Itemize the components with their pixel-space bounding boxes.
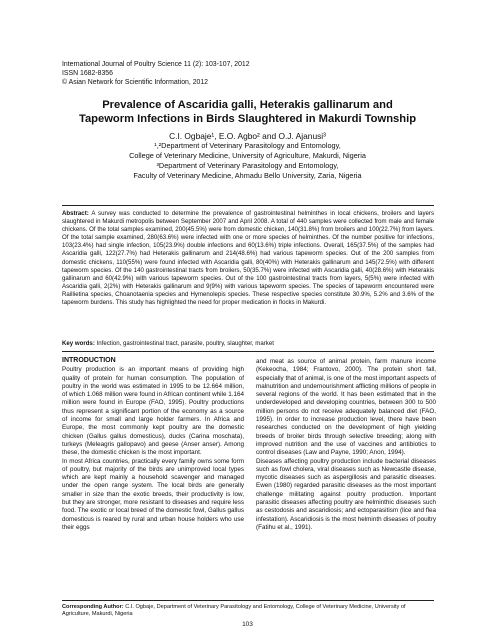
journal-citation: International Journal of Poultry Science 11 (2): 103-107, 2012 xyxy=(62,61,250,68)
journal-issn: ISSN 1682-8356 xyxy=(62,70,113,78)
abstract-top-rule xyxy=(62,205,434,206)
intro-paragraph-2: In most Africa countries, practically every family owns some form of poultry, but majority of the birds are unimproved local types which are kept mainly a household scavenger and managed under the open range system. The local birds are generally smaller in size than the exotic breeds, their productivity is low, but they are stronger, more resistant to diseases and require less food. The exotic or local breed of the domestic fowl, Gallus gallus domesticus is reared by rural and urban house holders who use their eggs xyxy=(62,457,244,531)
affiliation-line-4: Faculty of Veterinary Medicine, Ahmadu Bello University, Zaria, Nigeria xyxy=(133,171,362,181)
affiliations xyxy=(40,141,455,181)
affiliation-line-1: ¹,²Department of Veterinary Parasitology and Entomology, xyxy=(154,141,341,150)
right-column xyxy=(256,358,436,532)
abstract-label: Abstract: xyxy=(62,210,89,217)
affiliation-line-2: College of Veterinary Medicine, University of Agriculture, Makurdi, Nigeria xyxy=(129,151,366,161)
abstract-bottom-rule xyxy=(62,351,434,352)
introduction-heading: INTRODUCTION xyxy=(62,357,116,364)
keywords xyxy=(62,340,434,348)
abstract-text: A survey was conducted to determine the prevalence of gastrointestinal helminthes in local chickens, broilers and layers slaughtered in Makurdi metropolis between September 2007 and April 2008. A total of 440 samples were collected from male and female chickens. Of the total samples examined, 200(45.5%) were from domestic chicken, 140(31.8%) from broilers and 100(22.7%) from layers. Of the total sample examined, 280(63.6%) were infected with one or more species of helminthes. Of the number positive for infections, 103(23.4%) had single infection, 105(23.9%) double infections and 60(13.6%) triple infections. Overall, 165(37.5%) of the samples had Ascaridia galli, 122(27.7%) had Heterakis gallinarum and 214(48.6%) had various tapeworm species. Out of the 200 samples from domestic chickens, 110(55%) were found infected with Ascaridia galli, 80(40%) with Heterakis gallinarum and 145(72.5%) with different tapeworm species. Of the 140 gastrointestinal tracts from broilers, 50(35.7%) were infected with Ascaridia galli, 40(28.6%) with Heterakis gallinarum and 60(42.9%) with various tapeworm species. Out of the 100 gastrointestinal tracts from layers, 5(5%) were infected with Ascaridia galli, 2(2%) with Heterakis gallinarum and 9(9%) with various tapeworm species. The species of tapeworm encountered were Raillietina species, Choanotaenia species and Hymenolepis species. These respective species constitute 30.9%, 5.2% and 3.6% of the tapeworm burdens. This study has highlighted the need for proper medication in flocks in Makurdi. xyxy=(62,210,434,307)
page-number: 103 xyxy=(242,621,253,628)
keywords-text: Infection, gastrointestinal tract, parasite, poultry, slaughter, market xyxy=(96,340,274,347)
title-line-1: Prevalence of Ascaridia galli, Heterakis gallinarum and xyxy=(102,99,393,111)
corresponding-text: C.I. Ogbaje, Department of Veterinary Parasitology and Entomology, College of Veterinary Medicine, University of Agriculture, Makurdi, Nigeria xyxy=(62,604,406,618)
title-line-2: Tapeworm Infections in Birds Slaughtered in Makurdi Township xyxy=(78,112,417,125)
intro-paragraph-1: Poultry production is an important means of providing high quality of protein for human consumption. The population of poultry in the world was estimated in 1995 to be 12.664 million, of which 1.068 million were found in African continent while 1.164 million were found in Europe (FAO, 1995). Poultry productions thus represent a significant portion of the economy as a source of income for small and large holder farmers. In Africa and Europe, the most commonly kept poultry are the domestic chicken (Gallus gallus domesticus), ducks (Carina moschata), turkeys (Meleagris gallopavo) and geese (Anser anser). Among these, the domestic chicken is the most important. xyxy=(62,366,244,457)
keywords-label: Key words: xyxy=(62,340,95,347)
corresponding-author xyxy=(62,604,434,619)
author-list: C.I. Ogbaje¹, E.O. Agbo² and O.J. Ajanusi³ xyxy=(169,131,326,141)
abstract xyxy=(62,210,434,307)
corresponding-label: Corresponding Author: xyxy=(62,604,124,610)
intro-paragraph-3: and meat as source of animal protein, farm manure income (Kekeocha, 1984; Frantovo, 2000). The protein short fall, especially that of animal, is one of the most important aspects of malnutrition and undernourishment afflicting millions of people in several regions of the world. It has been estimated that in the underdeveloped and developing countries, between 300 to 500 million persons do not receive adequately balanced diet (FAO, 1995). In order to increase production level, there have been researches conducted on the development of high yielding breeds of broiler birds through selective breeding; along with improved nutrition and the use of vaccines and antibiotics to control diseases (Law and Payne, 1990; Anon, 1994). xyxy=(256,358,436,457)
journal-header xyxy=(62,60,250,88)
paper-title xyxy=(40,99,455,126)
footer-rule xyxy=(62,600,434,601)
affiliation-line-3: ³Department of Veterinary Parasitology and Entomology, xyxy=(156,161,339,171)
intro-paragraph-4: Diseases affecting poultry production include bacterial diseases such as fowl cholera, viral diseases such as Newcastle disease, mycotic diseases such as aspergillosis and parasitic diseases. Ewen (1980) regarded parasitic diseases as the most important challenge militating against poultry production. Important parasitic diseases affecting poultry are helminthic diseases such as cestodosis and ascaridiosis; and ectoparasitism (lice and flea infestation). Ascaridiosis is the most helminth diseases of poultry (Fatihu et al., 1991). xyxy=(256,457,436,531)
journal-copyright: © Asian Network for Scientific Information, 2012 xyxy=(62,79,209,87)
left-column xyxy=(62,357,244,532)
